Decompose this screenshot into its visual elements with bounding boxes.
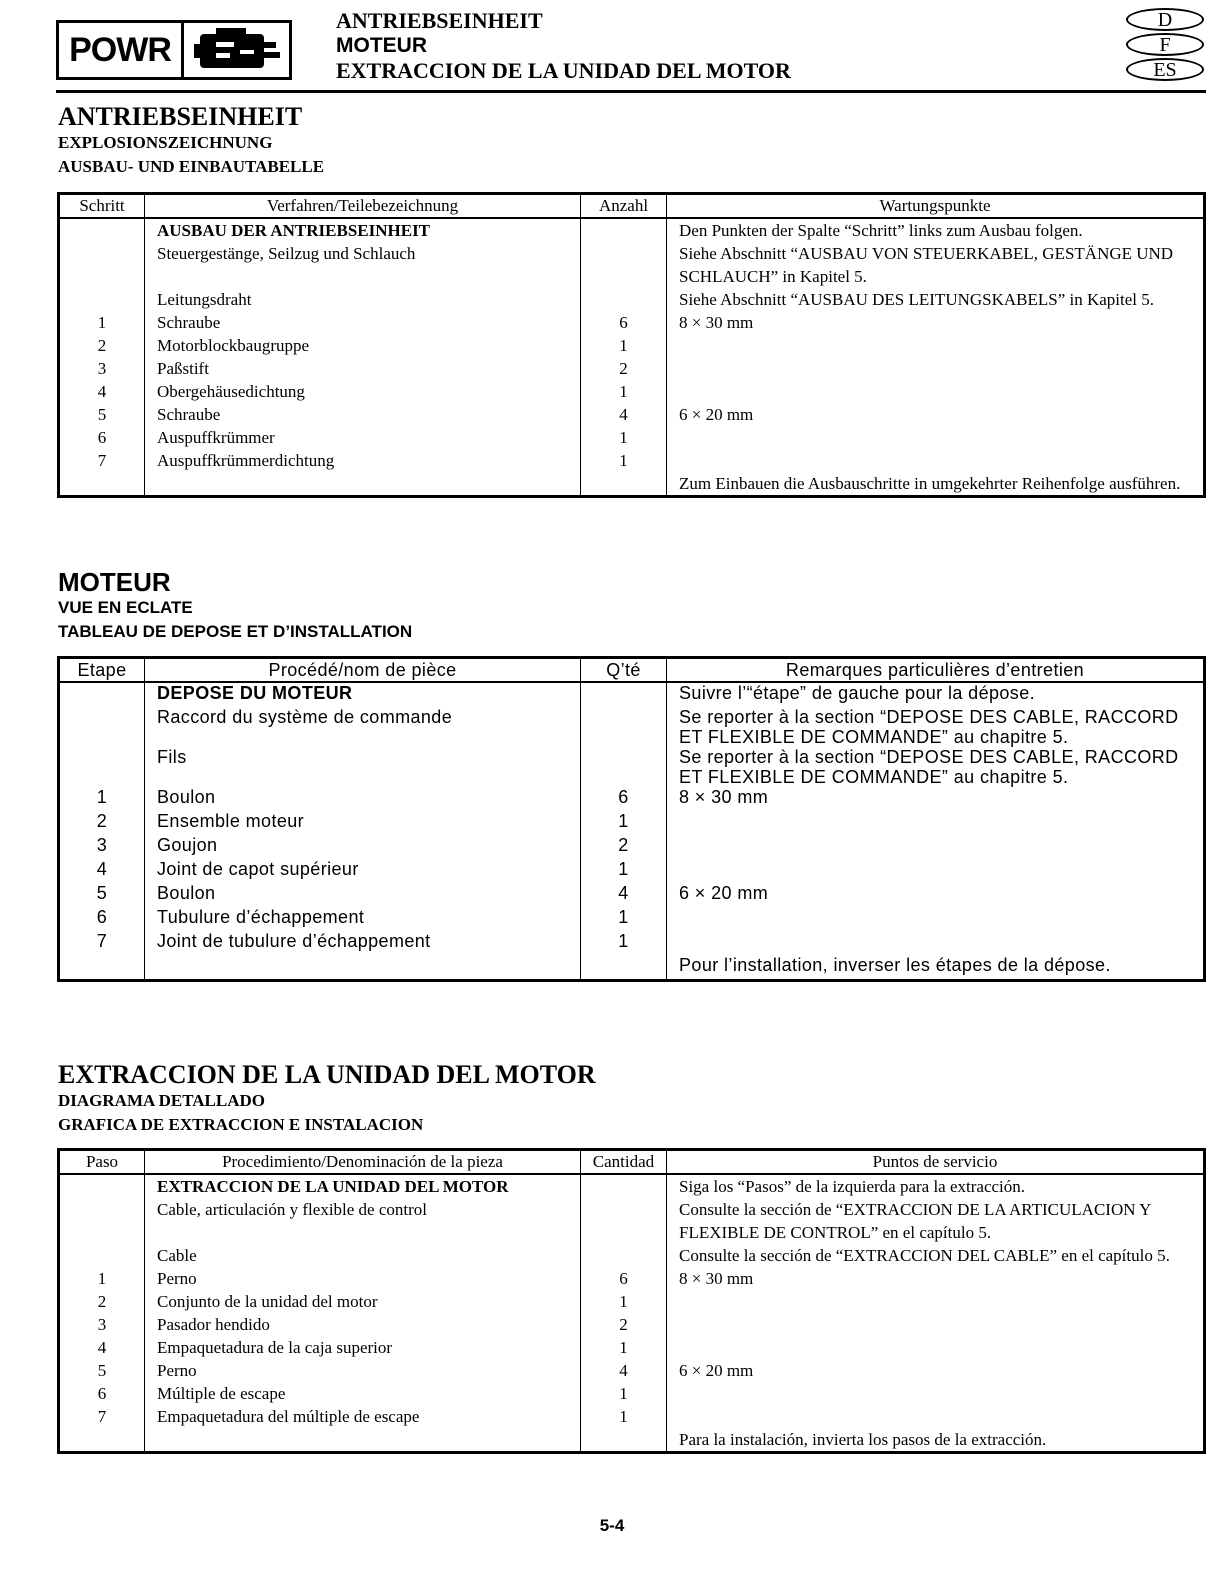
column-header: Etape: [59, 658, 145, 683]
part-name-cell: Ensemble moteur: [145, 811, 581, 835]
column-header: Cantidad: [581, 1150, 667, 1175]
service-note-cell: 8 × 30 mm: [667, 311, 1205, 334]
table-row: [59, 811, 1205, 835]
service-note-cell: Siehe Abschnitt “AUSBAU VON STEUERKABEL, GESTÄNGE UND SCHLAUCH” in Kapitel 5.: [667, 242, 1205, 288]
table-row: [59, 859, 1205, 883]
part-name-cell: Cable, articulación y flexible de control: [145, 1198, 581, 1244]
removal-table-fr: [57, 656, 1206, 982]
quantity-cell: 1: [581, 811, 667, 835]
service-note-cell: 6 × 20 mm: [667, 403, 1205, 426]
part-name-cell: Raccord du système de commande: [145, 707, 581, 747]
quantity-cell: 1: [581, 907, 667, 931]
column-header: Puntos de servicio: [667, 1150, 1205, 1175]
service-note-cell: Siehe Abschnitt “AUSBAU DES LEITUNGSKABELS” in Kapitel 5.: [667, 288, 1205, 311]
column-header: Q’té: [581, 658, 667, 683]
table-row: [59, 1174, 1205, 1198]
section-subtitle: AUSBAU- UND EINBAUTABELLE: [58, 157, 325, 176]
part-name-cell: Obergehäusedichtung: [145, 380, 581, 403]
quantity-cell: 2: [581, 1313, 667, 1336]
table-row: [59, 403, 1205, 426]
engine-icon: [184, 23, 289, 77]
column-header: Anzahl: [581, 194, 667, 219]
quantity-cell: 1: [581, 931, 667, 955]
part-name-cell: Perno: [145, 1267, 581, 1290]
table-row: [59, 1359, 1205, 1382]
quantity-cell: [581, 288, 667, 311]
part-name-cell: Auspuffkrümmerdichtung: [145, 449, 581, 472]
part-name-cell: Motorblockbaugruppe: [145, 334, 581, 357]
quantity-cell: 1: [581, 449, 667, 472]
table-row: [59, 883, 1205, 907]
step-cell: [59, 242, 145, 288]
table-row: [59, 835, 1205, 859]
column-header: Paso: [59, 1150, 145, 1175]
step-cell: 6: [59, 426, 145, 449]
quantity-cell: [581, 218, 667, 242]
section-title: ANTRIEBSEINHEIT: [58, 102, 303, 131]
step-cell: 4: [59, 380, 145, 403]
quantity-cell: [581, 1428, 667, 1453]
table-row: [59, 288, 1205, 311]
column-header: Schritt: [59, 194, 145, 219]
table-row: [59, 1382, 1205, 1405]
section-es-heading: [58, 1061, 596, 1137]
service-note-cell: Consulte la sección de “EXTRACCION DEL CABLE” en el capítulo 5.: [667, 1244, 1205, 1267]
service-note-cell: Consulte la sección de “EXTRACCION DE LA ARTICULACION Y FLEXIBLE DE CONTROL” en el capítulo 5.: [667, 1198, 1205, 1244]
table-row: [59, 787, 1205, 811]
service-note-cell: 8 × 30 mm: [667, 1267, 1205, 1290]
step-cell: 4: [59, 1336, 145, 1359]
table-row: [59, 1290, 1205, 1313]
column-header: Procedimiento/Denominación de la pieza: [145, 1150, 581, 1175]
quantity-cell: [581, 955, 667, 981]
table-row: [59, 357, 1205, 380]
table-row: [59, 907, 1205, 931]
table-row: [59, 218, 1205, 242]
step-cell: 5: [59, 883, 145, 907]
part-name-cell: Empaquetadura del múltiple de escape: [145, 1405, 581, 1428]
service-note-cell: Suivre l’“étape” de gauche pour la dépose.: [667, 682, 1205, 707]
section-title: EXTRACCION DE LA UNIDAD DEL MOTOR: [58, 1060, 596, 1089]
step-cell: 7: [59, 931, 145, 955]
quantity-cell: [581, 747, 667, 787]
step-cell: [59, 1244, 145, 1267]
service-note-cell: [667, 1382, 1205, 1405]
service-note-cell: [667, 859, 1205, 883]
step-cell: 3: [59, 357, 145, 380]
part-name-cell: Cable: [145, 1244, 581, 1267]
section-de-heading: [58, 103, 324, 179]
service-note-cell: 6 × 20 mm: [667, 883, 1205, 907]
part-name-cell: Paßstift: [145, 357, 581, 380]
language-badge-f: F: [1126, 33, 1204, 56]
removal-table-de: [57, 192, 1206, 498]
part-name-cell: Auspuffkrümmer: [145, 426, 581, 449]
part-name-cell: Perno: [145, 1359, 581, 1382]
step-cell: 3: [59, 835, 145, 859]
section-subtitle: EXPLOSIONSZEICHNUNG: [58, 133, 273, 152]
part-name-cell: Schraube: [145, 311, 581, 334]
quantity-cell: [581, 707, 667, 747]
part-name-cell: Schraube: [145, 403, 581, 426]
step-cell: [59, 218, 145, 242]
step-cell: [59, 1174, 145, 1198]
part-name-cell: Boulon: [145, 787, 581, 811]
service-note-cell: [667, 357, 1205, 380]
step-cell: 2: [59, 811, 145, 835]
part-name-cell: EXTRACCION DE LA UNIDAD DEL MOTOR: [145, 1174, 581, 1198]
language-badge-d: D: [1126, 8, 1204, 31]
table-row: [59, 1244, 1205, 1267]
step-cell: 7: [59, 1405, 145, 1428]
service-note-cell: [667, 426, 1205, 449]
quantity-cell: [581, 682, 667, 707]
quantity-cell: 6: [581, 787, 667, 811]
step-cell: 4: [59, 859, 145, 883]
service-note-cell: Den Punkten der Spalte “Schritt” links zum Ausbau folgen.: [667, 218, 1205, 242]
service-note-cell: Se reporter à la section “DEPOSE DES CABLE, RACCORD ET FLEXIBLE DE COMMANDE” au chapitre 5.: [667, 747, 1205, 787]
quantity-cell: [581, 242, 667, 288]
table-row: [59, 1428, 1205, 1453]
language-badges: [1126, 8, 1204, 83]
part-name-cell: [145, 955, 581, 981]
step-cell: 1: [59, 311, 145, 334]
part-name-cell: AUSBAU DER ANTRIEBSEINHEIT: [145, 218, 581, 242]
section-subtitle: VUE EN ECLATE: [58, 598, 193, 617]
table-row: [59, 707, 1205, 747]
section-tab: [56, 20, 292, 80]
table-row: [59, 1336, 1205, 1359]
service-note-cell: [667, 907, 1205, 931]
service-note-cell: [667, 1336, 1205, 1359]
header-titles: [336, 8, 791, 83]
step-cell: [59, 288, 145, 311]
service-note-cell: [667, 1313, 1205, 1336]
quantity-cell: [581, 1198, 667, 1244]
step-cell: [59, 1198, 145, 1244]
quantity-cell: 4: [581, 883, 667, 907]
quantity-cell: 4: [581, 1359, 667, 1382]
table-row: [59, 1198, 1205, 1244]
section-fr-heading: [58, 568, 412, 644]
part-name-cell: Empaquetadura de la caja superior: [145, 1336, 581, 1359]
header-title-fr: MOTEUR: [336, 34, 427, 57]
header-title-de: ANTRIEBSEINHEIT: [336, 8, 543, 33]
section-code: POWR: [59, 23, 184, 77]
step-cell: 7: [59, 449, 145, 472]
service-note-cell: [667, 380, 1205, 403]
part-name-cell: Pasador hendido: [145, 1313, 581, 1336]
part-name-cell: Fils: [145, 747, 581, 787]
step-cell: 2: [59, 334, 145, 357]
column-header: Verfahren/Teilebezeichnung: [145, 194, 581, 219]
service-note-cell: Para la instalación, invierta los pasos de la extracción.: [667, 1428, 1205, 1453]
service-note-cell: 8 × 30 mm: [667, 787, 1205, 811]
part-name-cell: [145, 472, 581, 497]
part-name-cell: Múltiple de escape: [145, 1382, 581, 1405]
quantity-cell: 4: [581, 403, 667, 426]
step-cell: 5: [59, 403, 145, 426]
step-cell: 6: [59, 907, 145, 931]
service-note-cell: [667, 931, 1205, 955]
table-row: [59, 682, 1205, 707]
language-badge-es: ES: [1126, 58, 1204, 81]
step-cell: [59, 955, 145, 981]
step-cell: 5: [59, 1359, 145, 1382]
quantity-cell: 2: [581, 835, 667, 859]
table-row: [59, 747, 1205, 787]
service-note-cell: 6 × 20 mm: [667, 1359, 1205, 1382]
step-cell: [59, 682, 145, 707]
quantity-cell: 6: [581, 1267, 667, 1290]
quantity-cell: 6: [581, 311, 667, 334]
quantity-cell: [581, 472, 667, 497]
part-name-cell: Leitungsdraht: [145, 288, 581, 311]
quantity-cell: 1: [581, 380, 667, 403]
part-name-cell: Steuergestänge, Seilzug und Schlauch: [145, 242, 581, 288]
part-name-cell: Joint de tubulure d’échappement: [145, 931, 581, 955]
quantity-cell: 2: [581, 357, 667, 380]
service-note-cell: [667, 334, 1205, 357]
quantity-cell: 1: [581, 426, 667, 449]
step-cell: [59, 472, 145, 497]
table-row: [59, 426, 1205, 449]
service-note-cell: Zum Einbauen die Ausbauschritte in umgekehrter Reihenfolge ausführen.: [667, 472, 1205, 497]
page-number: 5-4: [599, 1516, 625, 1535]
table-row: [59, 472, 1205, 497]
step-cell: [59, 747, 145, 787]
removal-table-es: [57, 1148, 1206, 1454]
header-title-es: EXTRACCION DE LA UNIDAD DEL MOTOR: [336, 58, 791, 83]
quantity-cell: 1: [581, 1405, 667, 1428]
part-name-cell: Goujon: [145, 835, 581, 859]
part-name-cell: [145, 1428, 581, 1453]
section-title: MOTEUR: [58, 567, 171, 597]
table-row: [59, 955, 1205, 981]
service-note-cell: [667, 1290, 1205, 1313]
step-cell: 1: [59, 1267, 145, 1290]
table-row: [59, 1267, 1205, 1290]
part-name-cell: Conjunto de la unidad del motor: [145, 1290, 581, 1313]
header-rule: [56, 90, 1206, 93]
service-note-cell: [667, 1405, 1205, 1428]
table-row: [59, 311, 1205, 334]
table-header-row: [59, 658, 1205, 683]
step-cell: 2: [59, 1290, 145, 1313]
quantity-cell: 1: [581, 334, 667, 357]
service-note-cell: Se reporter à la section “DEPOSE DES CABLE, RACCORD ET FLEXIBLE DE COMMANDE” au chapitre 5.: [667, 707, 1205, 747]
table-row: [59, 449, 1205, 472]
service-note-cell: [667, 835, 1205, 859]
service-note-cell: Siga los “Pasos” de la izquierda para la extracción.: [667, 1174, 1205, 1198]
step-cell: 1: [59, 787, 145, 811]
step-cell: [59, 1428, 145, 1453]
table-row: [59, 1313, 1205, 1336]
column-header: Wartungspunkte: [667, 194, 1205, 219]
part-name-cell: Tubulure d’échappement: [145, 907, 581, 931]
quantity-cell: 1: [581, 859, 667, 883]
section-subtitle: GRAFICA DE EXTRACCION E INSTALACION: [58, 1115, 424, 1134]
quantity-cell: 1: [581, 1290, 667, 1313]
table-row: [59, 334, 1205, 357]
step-cell: 6: [59, 1382, 145, 1405]
table-row: [59, 931, 1205, 955]
table-header-row: [59, 1150, 1205, 1175]
service-note-cell: [667, 449, 1205, 472]
table-header-row: [59, 194, 1205, 219]
section-subtitle: DIAGRAMA DETALLADO: [58, 1091, 266, 1110]
column-header: Procédé/nom de pièce: [145, 658, 581, 683]
part-name-cell: DEPOSE DU MOTEUR: [145, 682, 581, 707]
service-note-cell: Pour l’installation, inverser les étapes de la dépose.: [667, 955, 1205, 981]
table-row: [59, 1405, 1205, 1428]
table-row: [59, 242, 1205, 288]
quantity-cell: [581, 1174, 667, 1198]
quantity-cell: [581, 1244, 667, 1267]
page-header: [56, 8, 1206, 92]
part-name-cell: Boulon: [145, 883, 581, 907]
step-cell: [59, 707, 145, 747]
table-row: [59, 380, 1205, 403]
step-cell: 3: [59, 1313, 145, 1336]
quantity-cell: 1: [581, 1336, 667, 1359]
part-name-cell: Joint de capot supérieur: [145, 859, 581, 883]
quantity-cell: 1: [581, 1382, 667, 1405]
service-note-cell: [667, 811, 1205, 835]
section-subtitle: TABLEAU DE DEPOSE ET D’INSTALLATION: [58, 622, 413, 641]
column-header: Remarques particulières d’entretien: [667, 658, 1205, 683]
